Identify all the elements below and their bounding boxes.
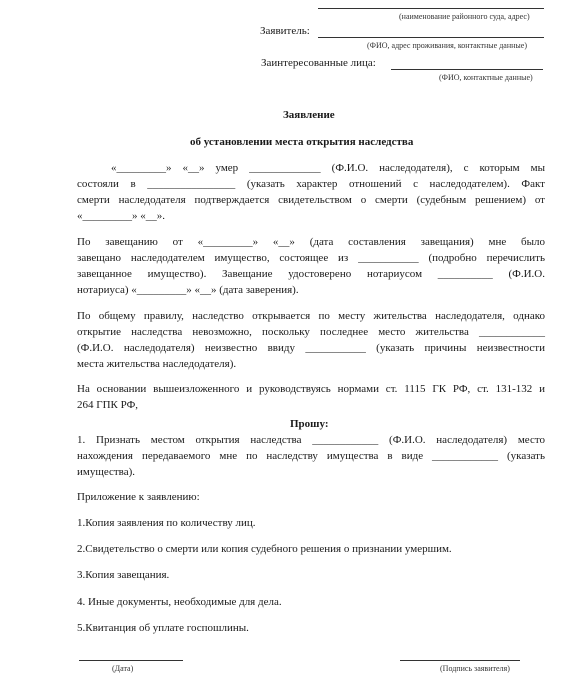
interested-line[interactable] <box>391 69 543 70</box>
p2-line: завещано наследодателем имущество, состоящее из ___________ (подробно перечислить <box>77 252 545 264</box>
applicant-label: Заявитель: <box>260 25 310 37</box>
title-line2: об установлении места открытия наследства <box>190 136 414 148</box>
signature-label: (Подпись заявителя) <box>440 664 510 673</box>
date-line[interactable] <box>79 660 183 661</box>
p5-line: имущества). <box>77 466 136 478</box>
p5-line: нахождения передаваемого мне по наследству имущества в виде ____________ (указать <box>77 450 545 462</box>
p1-line: «_________» «__» умер _____________ (Ф.И.О. наследодателя), с которым мы <box>111 162 545 174</box>
signature-line[interactable] <box>400 660 520 661</box>
applicant-hint: (ФИО, адрес проживания, контактные данные) <box>367 41 527 50</box>
attachment-item: 1.Копия заявления по количеству лиц. <box>77 517 256 529</box>
paragraph-2 <box>77 234 545 298</box>
p2-line: нотариуса) «_________» «__» (дата заверения). <box>77 284 299 296</box>
court-hint: (наименование районного суда, адрес) <box>399 12 530 21</box>
p1-line: смерти наследодателя подтверждается свидетельством о смерти (судебным решением) от <box>77 194 545 206</box>
p4-line: На основании вышеизложенного и руководствуясь нормами ст. 1115 ГК РФ, ст. 131-132 и <box>77 383 545 395</box>
p3-line: По общему правилу, наследство открывается по месту жительства наследодателя, однако <box>77 310 545 322</box>
p2-line: завещанное имущество). Завещание удостоверено нотариусом __________ (Ф.И.О. <box>77 268 545 280</box>
request-heading: Прошу: <box>290 418 329 430</box>
p1-line: состояли в ________________ (указать характер отношений с наследодателем). Факт <box>77 178 545 190</box>
attachment-item: 3.Копия завещания. <box>77 569 170 581</box>
p1-line: «_________» «__». <box>77 210 165 222</box>
p3-line: (Ф.И.О. наследодателя) неизвестно ввиду ___________ (указать причины неизвестности <box>77 342 545 354</box>
title-line1: Заявление <box>283 109 335 121</box>
p4-line: 264 ГПК РФ, <box>77 399 139 411</box>
paragraph-3 <box>77 308 545 372</box>
interested-label: Заинтересованные лица: <box>261 57 376 69</box>
date-label: (Дата) <box>112 664 134 673</box>
attachment-item: 5.Квитанция об уплате госпошлины. <box>77 622 249 634</box>
paragraph-5 <box>77 432 545 480</box>
p3-line: открытие наследства невозможно, поскольку последнее место жительства ____________ <box>77 326 545 338</box>
p2-line: По завещанию от «_________» «__» (дата составления завещания) мне было <box>77 236 545 248</box>
p5-line: 1. Признать местом открытия наследства ____________ (Ф.И.О. наследодателя) место <box>77 434 545 446</box>
attachments-heading: Приложение к заявлению: <box>77 491 200 503</box>
court-line <box>318 8 544 9</box>
attachment-item: 4. Иные документы, необходимые для дела. <box>77 596 282 608</box>
attachment-item: 2.Свидетельство о смерти или копия судебного решения о признании умершим. <box>77 543 452 555</box>
paragraph-4 <box>77 381 545 413</box>
applicant-line[interactable] <box>318 37 544 38</box>
interested-hint: (ФИО, контактные данные) <box>439 73 533 82</box>
p3-line: места жительства наследодателя). <box>77 358 237 370</box>
paragraph-1 <box>77 160 545 224</box>
